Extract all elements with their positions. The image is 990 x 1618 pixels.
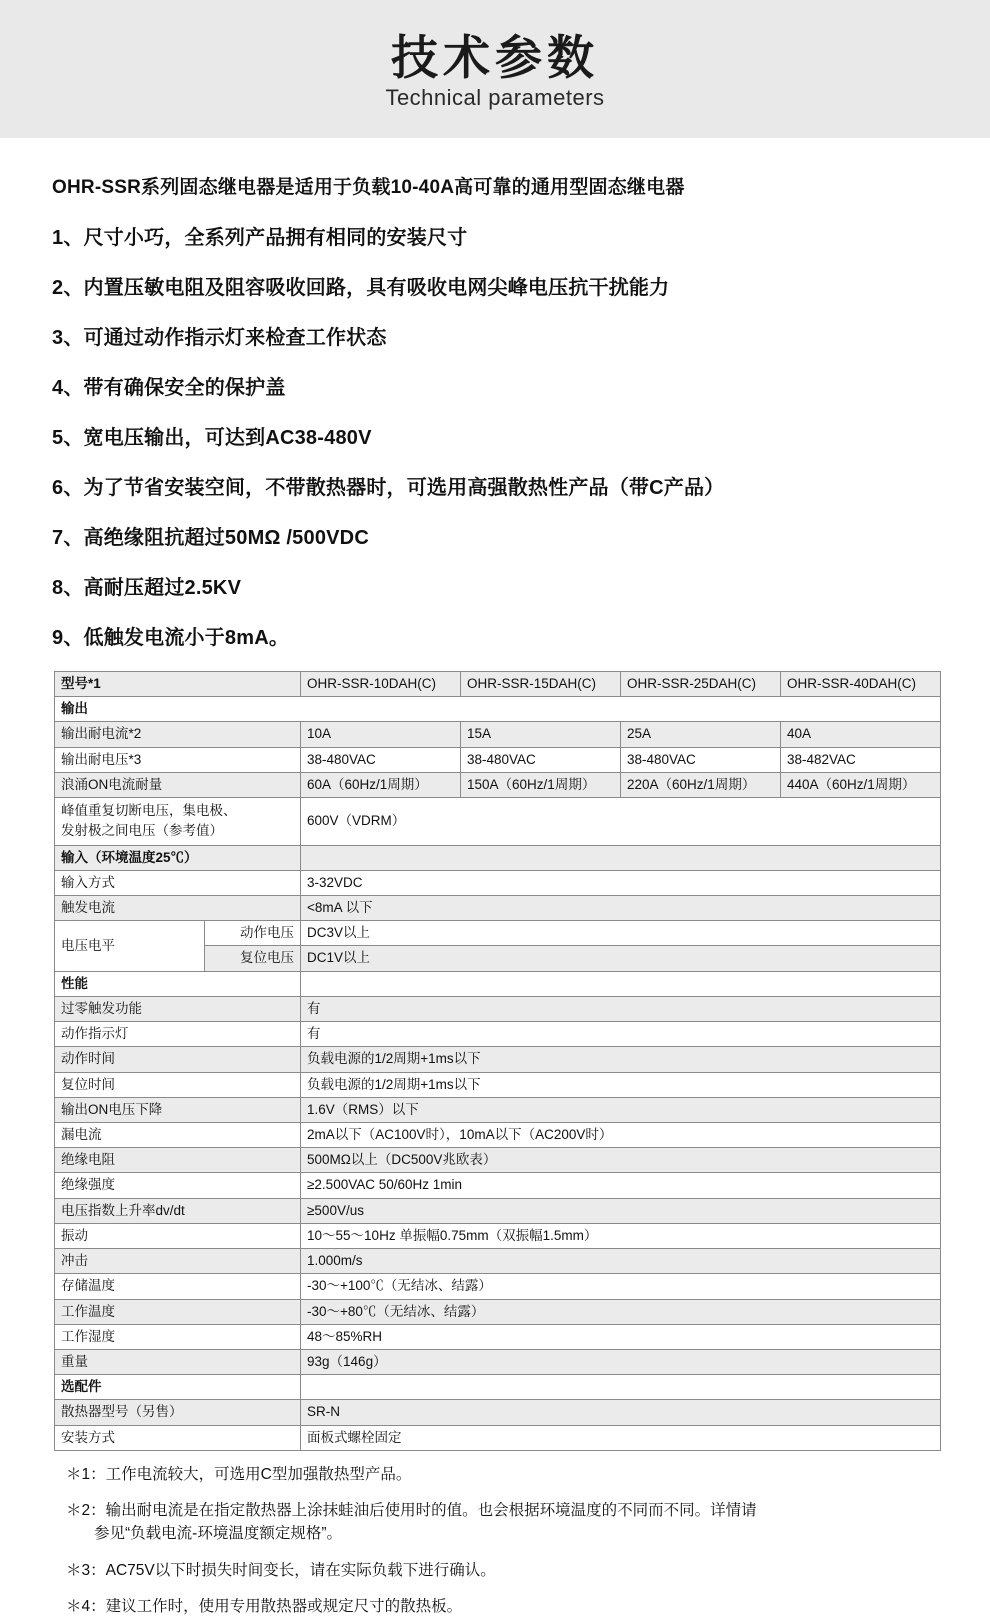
row-value: 48～85%RH: [301, 1324, 941, 1349]
table-row: [55, 896, 941, 921]
row-sublabel: 动作电压: [205, 921, 301, 946]
row-value: 93g（146g）: [301, 1349, 941, 1374]
table-header-model: OHR-SSR-40DAH(C): [781, 672, 941, 697]
row-label-line2: 发射极之间电压（参考值）: [61, 823, 223, 839]
feature-item: 9、低触发电流小于8mA。: [52, 627, 290, 649]
table-row: [55, 996, 941, 1021]
table-row: [55, 1123, 941, 1148]
table-row: [55, 1400, 941, 1425]
feature-item: 6、为了节省安装空间，不带散热器时，可选用高强散热性产品（带C产品）: [52, 477, 725, 499]
feature-item: 8、高耐压超过2.5KV: [52, 577, 242, 599]
row-value: 40A: [781, 722, 941, 747]
table-row: [55, 1324, 941, 1349]
table-row: [55, 1249, 941, 1274]
feature-item: 2、内置压敏电阻及阻容吸收回路，具有吸收电网尖峰电压抗干扰能力: [52, 277, 670, 299]
row-value: 有: [301, 1022, 941, 1047]
row-value: SR-N: [301, 1400, 941, 1425]
page-title-cn: 技术参数: [391, 30, 599, 84]
row-label-line1: 峰值重复切断电压，集电极、: [61, 803, 237, 819]
footnotes: [52, 1463, 938, 1618]
row-value: 1.6V（RMS）以下: [301, 1097, 941, 1122]
section-label: 输出: [55, 697, 941, 722]
row-value: 25A: [621, 722, 781, 747]
intro-text: OHR-SSR系列固态继电器是适用于负载10-40A高可靠的通用型固态继电器: [52, 177, 685, 198]
footnote-line2: 参见“负载电流-环境温度额定规格”。: [94, 1525, 342, 1543]
row-value: <8mA 以下: [301, 896, 941, 921]
table-header-model: OHR-SSR-10DAH(C): [301, 672, 461, 697]
table-row: [55, 1072, 941, 1097]
row-value: 3-32VDC: [301, 870, 941, 895]
row-label: 输出ON电压下降: [55, 1097, 301, 1122]
row-value: 38-480VAC: [301, 747, 461, 772]
table-section-row: [55, 971, 941, 996]
section-label: 输入（环境温度25℃）: [55, 845, 301, 870]
row-label: 动作时间: [55, 1047, 301, 1072]
table-row: [55, 722, 941, 747]
section-label: 选配件: [55, 1375, 301, 1400]
footnote: ＊4：建议工作时，使用专用散热器或规定尺寸的散热板。: [66, 1597, 463, 1615]
table-row: [55, 772, 941, 797]
row-label: 存储温度: [55, 1274, 301, 1299]
row-value: 10～55～10Hz 单振幅0.75mm（双振幅1.5mm）: [301, 1223, 941, 1248]
footnote: ＊3：AC75V以下时损失时间变长，请在实际负载下进行确认。: [66, 1561, 496, 1579]
row-label: 冲击: [55, 1249, 301, 1274]
row-value: DC3V以上: [301, 921, 941, 946]
row-value: DC1V以上: [301, 946, 941, 971]
row-label: 输出耐电流*2: [55, 722, 301, 747]
row-value: 1.000m/s: [301, 1249, 941, 1274]
table-row: [55, 921, 941, 946]
row-value: 有: [301, 996, 941, 1021]
row-value: 面板式螺栓固定: [301, 1425, 941, 1450]
row-label: 输出耐电压*3: [55, 747, 301, 772]
table-section-row: [55, 697, 941, 722]
page-header: [0, 0, 990, 138]
row-value: 38-480VAC: [461, 747, 621, 772]
table-row: [55, 1349, 941, 1374]
row-label: 电压指数上升率dv/dt: [55, 1198, 301, 1223]
row-label: 复位时间: [55, 1072, 301, 1097]
row-label: 绝缘电阻: [55, 1148, 301, 1173]
section-blank: [301, 1375, 941, 1400]
table-row: [55, 1148, 941, 1173]
row-label: 安装方式: [55, 1425, 301, 1450]
row-label-multiline: [55, 798, 301, 846]
row-value: -30～+80℃（无结冰、结露）: [301, 1299, 941, 1324]
table-header-label: 型号*1: [55, 672, 301, 697]
table-row: [55, 747, 941, 772]
row-value: 440A（60Hz/1周期）: [781, 772, 941, 797]
row-label: 绝缘强度: [55, 1173, 301, 1198]
footnote: ＊1：工作电流较大，可选用C型加强散热型产品。: [66, 1465, 412, 1483]
table-row: [55, 1223, 941, 1248]
row-value: 600V（VDRM）: [301, 798, 941, 846]
table-header-row: [55, 672, 941, 697]
row-label: 重量: [55, 1349, 301, 1374]
row-label: 输入方式: [55, 870, 301, 895]
row-value: 2mA以下（AC100V时），10mA以下（AC200V时）: [301, 1123, 941, 1148]
row-label: 过零触发功能: [55, 996, 301, 1021]
table-row: [55, 1047, 941, 1072]
row-value: 15A: [461, 722, 621, 747]
table-row: [55, 1173, 941, 1198]
section-blank: [301, 971, 941, 996]
row-value: 负载电源的1/2周期+1ms以下: [301, 1047, 941, 1072]
row-value: 220A（60Hz/1周期）: [621, 772, 781, 797]
table-row: [55, 1425, 941, 1450]
row-label: 漏电流: [55, 1123, 301, 1148]
row-label: 工作湿度: [55, 1324, 301, 1349]
table-header-model: OHR-SSR-25DAH(C): [621, 672, 781, 697]
footnote: [66, 1499, 898, 1546]
row-label: 浪涌ON电流耐量: [55, 772, 301, 797]
feature-item: 7、高绝缘阻抗超过50MΩ /500VDC: [52, 527, 369, 549]
table-header-model: OHR-SSR-15DAH(C): [461, 672, 621, 697]
page-title-en: Technical parameters: [385, 85, 605, 111]
feature-item: 4、带有确保安全的保护盖: [52, 377, 286, 399]
feature-item: 3、可通过动作指示灯来检查工作状态: [52, 327, 387, 349]
row-label: 散热器型号（另售）: [55, 1400, 301, 1425]
spec-table: [54, 671, 941, 1451]
row-label: 工作温度: [55, 1299, 301, 1324]
table-row: [55, 1097, 941, 1122]
row-value: 10A: [301, 722, 461, 747]
table-section-row: [55, 1375, 941, 1400]
row-value: ≥500V/us: [301, 1198, 941, 1223]
table-row: [55, 870, 941, 895]
row-value: 38-480VAC: [621, 747, 781, 772]
section-blank: [301, 845, 941, 870]
feature-item: 5、宽电压输出，可达到AC38-480V: [52, 427, 372, 449]
row-label: 触发电流: [55, 896, 301, 921]
row-value: 150A（60Hz/1周期）: [461, 772, 621, 797]
row-label: 动作指示灯: [55, 1022, 301, 1047]
row-value: 38-482VAC: [781, 747, 941, 772]
row-sublabel: 复位电压: [205, 946, 301, 971]
row-value: ≥2.500VAC 50/60Hz 1min: [301, 1173, 941, 1198]
spec-table-wrapper: [52, 671, 938, 1451]
feature-item: 1、尺寸小巧，全系列产品拥有相同的安装尺寸: [52, 227, 468, 249]
row-value: -30～+100℃（无结冰、结露）: [301, 1274, 941, 1299]
table-row: [55, 1299, 941, 1324]
section-label: 性能: [55, 971, 301, 996]
table-row: [55, 798, 941, 846]
row-value: 500MΩ以上（DC500V兆欧表）: [301, 1148, 941, 1173]
content: [0, 138, 990, 1618]
row-value: 60A（60Hz/1周期）: [301, 772, 461, 797]
row-value: 负载电源的1/2周期+1ms以下: [301, 1072, 941, 1097]
row-label: 电压电平: [55, 921, 205, 971]
table-row: [55, 1198, 941, 1223]
row-label: 振动: [55, 1223, 301, 1248]
table-row: [55, 1022, 941, 1047]
table-section-row: [55, 845, 941, 870]
table-row: [55, 1274, 941, 1299]
footnote-line1: ＊2：输出耐电流是在指定散热器上涂抹蛙油后使用时的值。也会根据环境温度的不同而不同。详情请: [66, 1502, 757, 1520]
